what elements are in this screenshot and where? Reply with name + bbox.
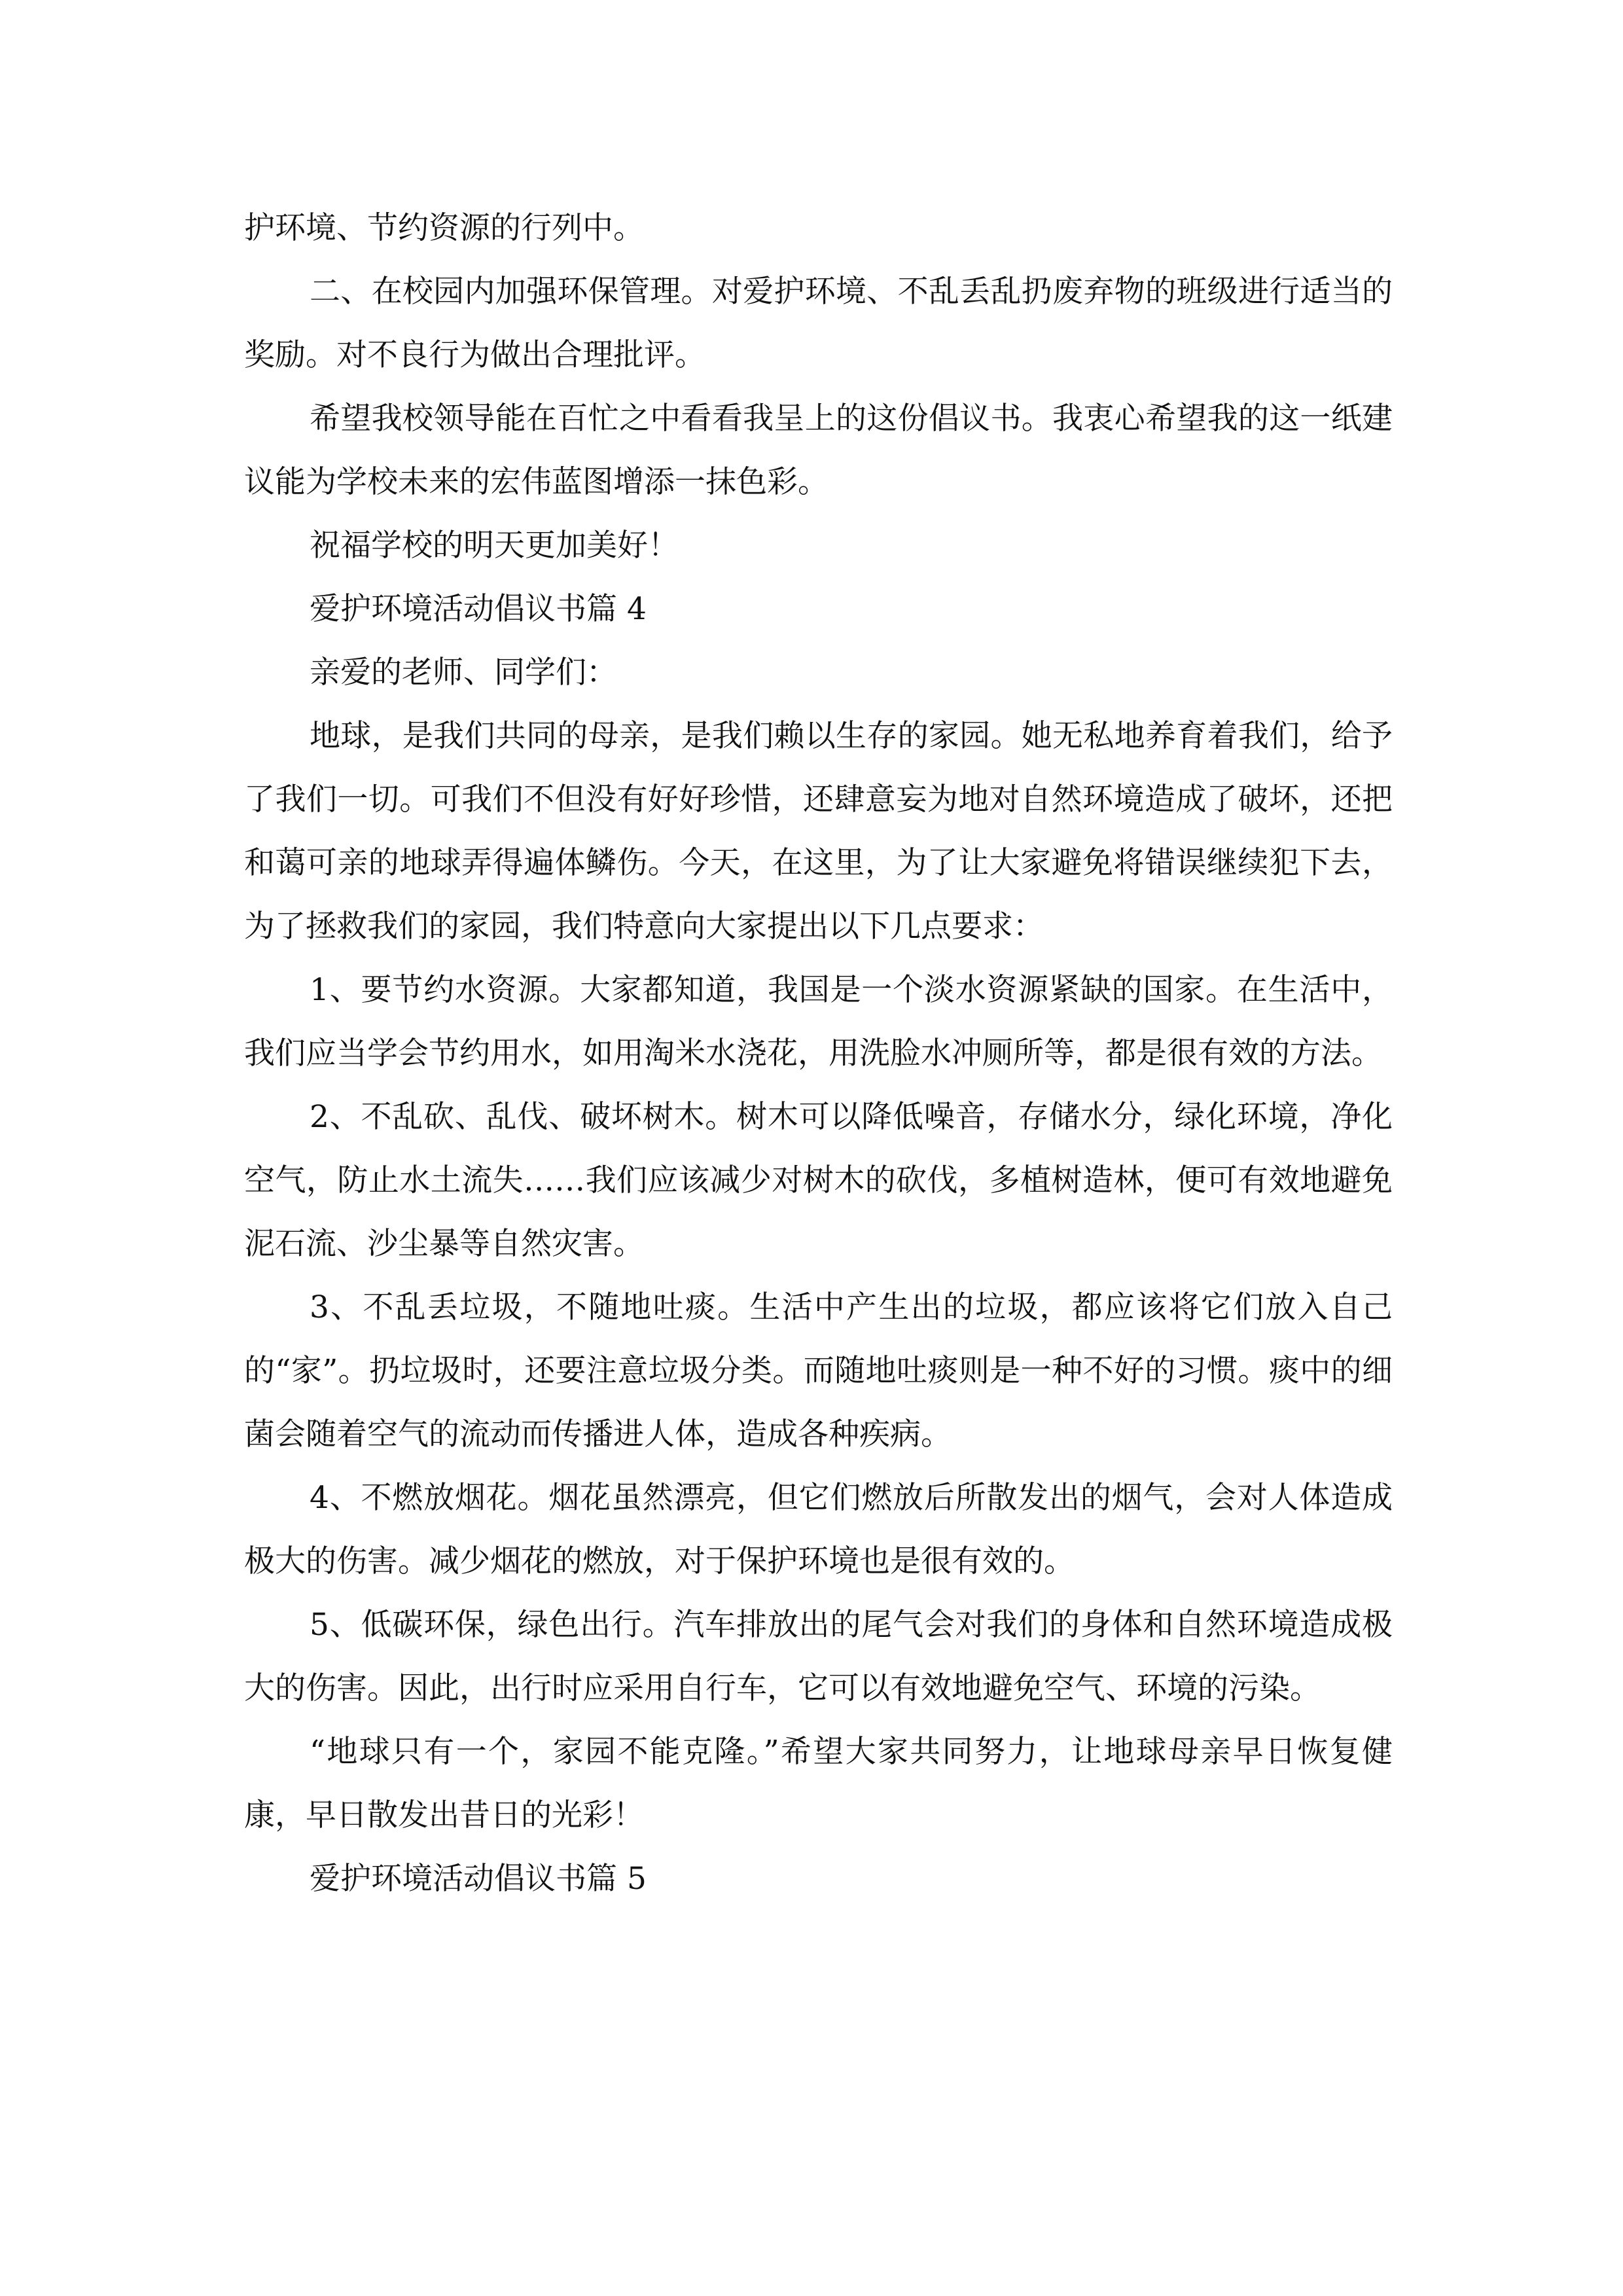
- section-heading-4: 爱护环境活动倡议书篇 4: [310, 591, 647, 627]
- document-body: [244, 196, 1393, 1910]
- section-heading-5: 爱护环境活动倡议书篇 5: [310, 1861, 647, 1897]
- paragraph-school-management: 二、在校园内加强环保管理。对爱护环境、不乱丢乱扔废弃物的班级进行适当的奖励。对不良行为做出合理批评。: [244, 274, 1393, 373]
- list-item-4: 4、不燃放烟花。烟花虽然漂亮，但它们燃放后所散发出的烟气，会对人体造成极大的伤害。减少烟花的燃放，对于保护环境也是很有效的。: [244, 1480, 1393, 1579]
- list-item-3: 3、不乱丢垃圾，不随地吐痰。生活中产生出的垃圾，都应该将它们放入自己的“家”。扔垃圾时，还要注意垃圾分类。而随地吐痰则是一种不好的习惯。痰中的细菌会随着空气的流动而传播进人体，造成各种疾病。: [244, 1289, 1393, 1452]
- list-item-1: 1、要节约水资源。大家都知道，我国是一个淡水资源紧缺的国家。在生活中，我们应当学会节约用水，如用淘米水浇花，用洗脸水冲厕所等，都是很有效的方法。: [244, 972, 1393, 1071]
- salutation: 亲爱的老师、同学们：: [310, 655, 617, 691]
- paragraph-intro: 地球，是我们共同的母亲，是我们赖以生存的家园。她无私地养育着我们，给予了我们一切。可我们不但没有好好珍惜，还肆意妄为地对自然环境造成了破坏，还把和蔼可亲的地球弄得遍体鳞伤。今天，在这里，为了让大家避免将错误继续犯下去，为了拯救我们的家园，我们特意向大家提出以下几点要求：: [244, 718, 1393, 944]
- paragraph-blessing: 祝福学校的明天更加美好！: [310, 528, 679, 564]
- list-item-2: 2、不乱砍、乱伐、破坏树木。树木可以降低噪音，存储水分，绿化环境，净化空气，防止水土流失……我们应该减少对树木的砍伐，多植树造林，便可有效地避免泥石流、沙尘暴等自然灾害。: [244, 1099, 1393, 1262]
- paragraph-continuation: 护环境、节约资源的行列中。: [244, 210, 644, 246]
- paragraph-closing: “地球只有一个，家园不能克隆。”希望大家共同努力，让地球母亲早日恢复健康，早日散发出昔日的光彩！: [244, 1734, 1393, 1833]
- list-item-5: 5、低碳环保，绿色出行。汽车排放出的尾气会对我们的身体和自然环境造成极大的伤害。因此，出行时应采用自行车，它可以有效地避免空气、环境的污染。: [244, 1607, 1393, 1706]
- paragraph-hope: 希望我校领导能在百忙之中看看我呈上的这份倡议书。我衷心希望我的这一纸建议能为学校未来的宏伟蓝图增添一抹色彩。: [244, 401, 1393, 500]
